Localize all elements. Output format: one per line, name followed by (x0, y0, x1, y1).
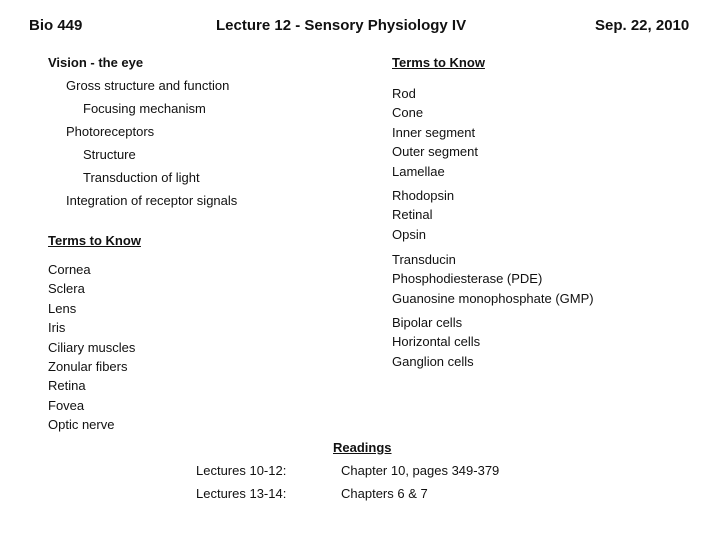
term-item: Lamellae (392, 163, 445, 179)
term-item: Zonular fibers (48, 358, 128, 374)
outline-item: Structure (83, 147, 136, 162)
term-item: Sclera (48, 281, 85, 297)
term-item: Horizontal cells (392, 334, 481, 350)
term-item: Transducin (392, 252, 456, 267)
outline-item: Focusing mechanism (83, 101, 206, 116)
term-item: Lens (48, 300, 77, 316)
outline-item: Gross structure and function (66, 78, 230, 93)
date-label: Sep. 22, 2010 (595, 17, 690, 34)
term-item: Bipolar cells (392, 315, 463, 330)
readings-heading: Readings (333, 440, 392, 455)
terms-right-group-4 (392, 313, 480, 371)
readings-lectures: Lectures 10-12: (196, 463, 287, 478)
term-item: Ciliary muscles (48, 339, 136, 355)
terms-left-heading: Terms to Know (48, 233, 141, 248)
course-label: Bio 449 (29, 17, 83, 34)
outline-heading: Vision - the eye (48, 55, 144, 70)
term-item: Cornea (48, 262, 91, 277)
readings-chapters: Chapter 10, pages 349-379 (341, 463, 500, 478)
outline-item: Transduction of light (83, 170, 200, 185)
term-item: Guanosine monophosphate (GMP) (392, 290, 594, 306)
term-item: Phosphodiesterase (PDE) (392, 271, 543, 287)
term-item: Retina (48, 378, 86, 394)
page-title: Lecture 12 - Sensory Physiology IV (216, 17, 467, 34)
terms-left-list (48, 260, 135, 435)
terms-right-heading: Terms to Know (392, 55, 485, 70)
term-item: Cone (392, 105, 424, 121)
readings-chapters: Chapters 6 & 7 (341, 486, 428, 501)
term-item: Retinal (392, 207, 433, 223)
term-item: Inner segment (392, 124, 476, 140)
outline-item: Photoreceptors (66, 124, 155, 139)
term-item: Ganglion cells (392, 353, 474, 369)
terms-right-group-2 (392, 186, 454, 244)
term-item: Rhodopsin (392, 188, 455, 203)
term-item: Outer segment (392, 144, 478, 160)
term-item: Opsin (392, 226, 426, 242)
terms-right-group-1 (392, 84, 478, 181)
readings-lectures: Lectures 13-14: (196, 486, 287, 501)
term-item: Optic nerve (48, 417, 115, 433)
term-item: Fovea (48, 397, 85, 413)
outline-item: Integration of receptor signals (66, 193, 238, 208)
terms-right-group-3 (392, 250, 594, 308)
term-item: Iris (48, 320, 66, 336)
term-item: Rod (392, 86, 416, 101)
